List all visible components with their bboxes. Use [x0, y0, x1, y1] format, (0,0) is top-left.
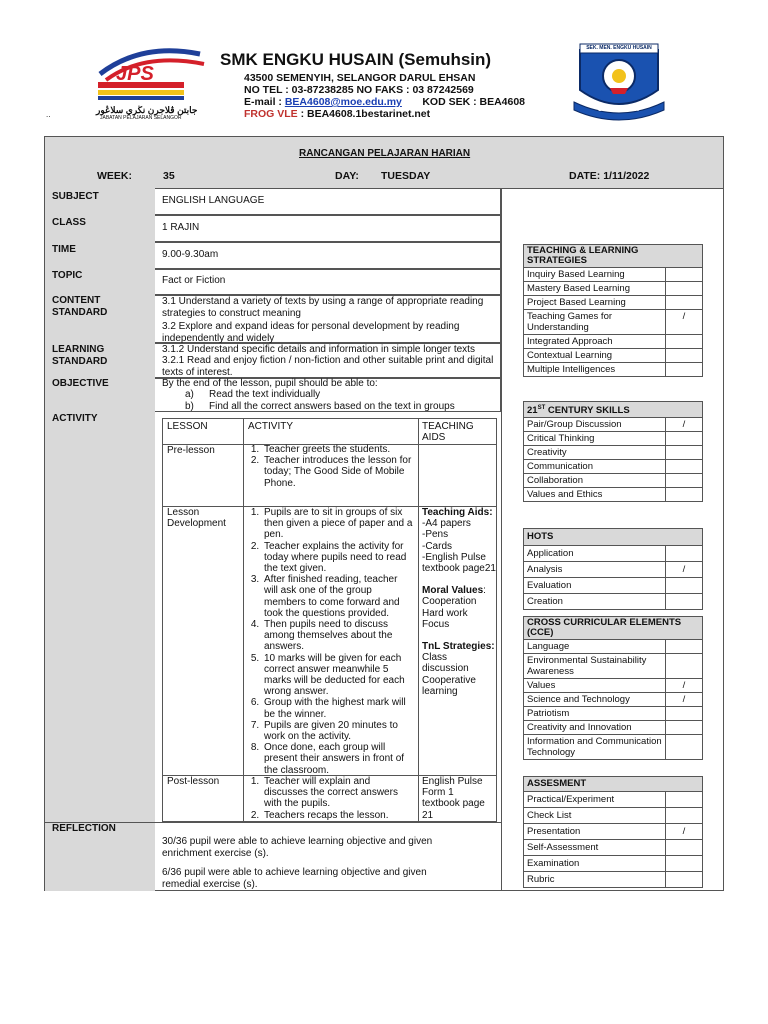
assessment-row-name: Practical/Experiment: [524, 792, 666, 807]
dev-step: 4. Then pupils need to discuss among themselves about the answers.: [262, 619, 413, 653]
learning-label-line-1: LEARNING: [52, 344, 105, 355]
email-label: E-mail :: [244, 96, 285, 108]
skills-row-mark: [666, 460, 702, 473]
learning-standard-1: 3.1.2 Understand specific details and information in simple longer texts: [162, 344, 475, 355]
label-column: [45, 188, 155, 891]
hots-row-mark: [666, 594, 702, 609]
assessment-row: [524, 824, 702, 840]
objective-label: OBJECTIVE: [52, 378, 109, 389]
lesson-development-steps: [247, 507, 413, 776]
skills-row: [524, 446, 702, 460]
tls-table: [523, 244, 703, 377]
skills-title-rest: CENTURY SKILLS: [545, 405, 630, 417]
cce-row: [524, 735, 702, 759]
assessment-row: [524, 840, 702, 856]
frog-line: [244, 108, 430, 120]
aid-item: -A4 papers: [422, 518, 471, 530]
hots-row-mark: [666, 546, 702, 561]
tnl-item: Cooperative learning: [422, 674, 476, 697]
class-cell: [155, 215, 501, 242]
tls-row-name: Mastery Based Learning: [524, 282, 666, 295]
class-value: 1 RAJIN: [162, 222, 200, 233]
cce-row: [524, 707, 702, 721]
cce-row-mark: [666, 640, 702, 653]
assessment-row-mark: /: [682, 826, 686, 837]
cce-row-mark: [666, 735, 702, 759]
assessment-row-mark: [666, 792, 702, 807]
assessment-row-name: Check List: [524, 808, 666, 823]
skills-row-name: Values and Ethics: [524, 488, 666, 501]
col-activity-header: ACTIVITY: [248, 421, 294, 432]
skills-title: [524, 402, 702, 418]
cce-row-mark: [666, 707, 702, 720]
jps-logo: [92, 40, 212, 120]
tls-row-mark: [666, 363, 702, 376]
skills-row: [524, 460, 702, 474]
cce-row-name: Values: [524, 679, 666, 692]
tnl-item: Class discussion: [422, 652, 469, 675]
tls-row: [524, 296, 702, 310]
tls-row-mark: [666, 282, 702, 295]
jps-caption: JABATAN PELAJARAN SELANGOR: [100, 115, 182, 121]
week-value: 35: [163, 170, 175, 182]
cce-row-mark: [666, 721, 702, 734]
pre-step: 2. Teacher introduces the lesson for today; The Good Side of Mobile Phone.: [262, 455, 413, 489]
post-lesson-label: Post-lesson: [167, 776, 220, 787]
cce-row: [524, 693, 702, 707]
crest-bottom-text: SEMENYIH: [598, 106, 640, 113]
activity-col-divider-2: [418, 418, 419, 822]
topic-label: TOPIC: [52, 270, 83, 281]
content-label-line-1: CONTENT: [52, 295, 101, 306]
skills-row-name: Creativity: [524, 446, 666, 459]
post-step: 2. Teachers recaps the lesson.: [262, 810, 413, 821]
aid-item: -English Pulse textbook page21: [422, 551, 496, 575]
cce-row-name: Patriotism: [524, 707, 666, 720]
post-step: 1. Teacher will explain and discusses the correct answers with the pupils.: [262, 776, 413, 810]
cce-title: CROSS CURRICULAR ELEMENTS (CCE): [524, 617, 702, 640]
tls-row-mark: [666, 335, 702, 348]
objective-b: Find all the correct answers based on the text in groups: [209, 401, 455, 412]
skills-row: [524, 418, 702, 432]
skills-row: [524, 488, 702, 501]
skills-title-sup: ST: [537, 405, 546, 411]
day-label: DAY:: [335, 170, 359, 182]
content-standard-label: [52, 295, 107, 319]
post-lesson-steps: [247, 776, 413, 821]
cce-row-name: Creativity and Innovation: [524, 721, 666, 734]
skills-row-mark: [666, 488, 702, 501]
cce-row-name: Environmental Sustainability Awareness: [524, 654, 666, 678]
assessment-row-name: Examination: [524, 856, 666, 871]
day-value: TUESDAY: [381, 170, 431, 182]
assessment-row-mark: [666, 840, 702, 855]
hots-row-name: Analysis: [524, 562, 666, 577]
tls-row: [524, 310, 702, 335]
skills-row: [524, 474, 702, 488]
cce-row: [524, 640, 702, 654]
assessment-row-name: Self-Assessment: [524, 840, 666, 855]
objective-a: Read the text individually: [209, 389, 321, 400]
development-aids: [422, 507, 496, 697]
dev-step: 2. Teacher explains the activity for today where pupils need to read the text given.: [262, 541, 413, 575]
cce-row-mark: /: [682, 694, 686, 705]
assessment-row-name: Presentation: [524, 824, 666, 839]
hots-row-name: Creation: [524, 594, 666, 609]
dev-step: 8. Once done, each group will present their answers in front of the classroom.: [262, 742, 413, 776]
post-lesson-aids: English Pulse Form 1 textbook page 21: [422, 776, 485, 821]
hots-row-name: Evaluation: [524, 578, 666, 593]
page-title: RANCANGAN PELAJARAN HARIAN: [299, 148, 471, 159]
teaching-aids-title: Teaching Aids:: [422, 507, 493, 518]
skills-row-name: Pair/Group Discussion: [524, 418, 666, 431]
assessment-row: [524, 872, 702, 887]
content-label-line-2: STANDARD: [52, 307, 108, 318]
hots-table: [523, 528, 703, 610]
hots-row-mark: /: [682, 564, 686, 575]
learning-label-line-2: STANDARD: [52, 356, 108, 367]
moral-item: Cooperation: [422, 596, 477, 608]
skills-row-mark: [666, 432, 702, 445]
cce-row-name: Science and Technology: [524, 693, 666, 706]
tls-title: TEACHING & LEARNING STRATEGIES: [524, 245, 702, 268]
objective-a-mark: a): [185, 389, 194, 400]
pre-lesson-steps: [247, 444, 413, 489]
frog-label: FROG VLE: [244, 108, 298, 120]
date-value: DATE: 1/11/2022: [569, 170, 650, 182]
skills-row-name: Collaboration: [524, 474, 666, 487]
moral-values-title: [422, 585, 496, 596]
school-phone: NO TEL : 03-87238285 NO FAKS : 03 87242569: [244, 84, 474, 96]
objective-intro: By the end of the lesson, pupil should be able to:: [162, 378, 378, 389]
pre-lesson-label: Pre-lesson: [167, 445, 215, 456]
aid-item: -Cards: [422, 540, 453, 552]
tls-row-mark: /: [682, 311, 686, 322]
jps-logo-text: JPS: [116, 63, 154, 85]
subject-value: ENGLISH LANGUAGE: [162, 195, 265, 206]
skills-title-num: 21: [527, 405, 538, 417]
tls-row-mark: [666, 268, 702, 281]
aid-item: -Pens: [422, 529, 449, 541]
tls-row: [524, 349, 702, 363]
tls-row: [524, 363, 702, 376]
moral-item: Hard work: [422, 607, 468, 619]
cce-table: [523, 616, 703, 760]
tls-row-mark: [666, 349, 702, 362]
tls-row-name: Contextual Learning: [524, 349, 666, 362]
time-label: TIME: [52, 244, 76, 255]
dev-step: 7. Pupils are given 20 minutes to work on the activity.: [262, 720, 413, 742]
time-value: 9.00-9.30am: [162, 249, 219, 260]
dev-step: 3. After finished reading, teacher will ask one of the group members to come forward and took the questions provided.: [262, 574, 413, 619]
reflection-1: 30/36 pupil were able to achieve learning objective and given enrichment exercise (s).: [162, 836, 433, 859]
skills-row-mark: [666, 446, 702, 459]
week-label: WEEK:: [97, 170, 132, 182]
skills-row-name: Critical Thinking: [524, 432, 666, 445]
activity-label: ACTIVITY: [52, 413, 98, 424]
skills-row-name: Communication: [524, 460, 666, 473]
assessment-row-name: Rubric: [524, 872, 666, 887]
tnl-strategies-title: TnL Strategies:: [422, 641, 495, 653]
tls-row: [524, 335, 702, 349]
tls-row-name: Teaching Games for Understanding: [524, 310, 666, 334]
hots-row: [524, 546, 702, 562]
tls-row: [524, 282, 702, 296]
moral-title-text: Moral Values: [422, 585, 484, 597]
dev-step: 5. 10 marks will be given for each correct answer meanwhile 5 marks will be deducted for each wrong answer.: [262, 653, 413, 698]
tls-row-name: Project Based Learning: [524, 296, 666, 309]
assessment-row-mark: [666, 808, 702, 823]
skills-table: [523, 401, 703, 502]
cce-row-mark: [666, 654, 702, 678]
dev-step: 6. Group with the highest mark will be the winner.: [262, 697, 413, 719]
tls-row: [524, 268, 702, 282]
moral-item: Focus: [422, 618, 450, 630]
moral-colon: :: [483, 585, 486, 597]
assessment-title: ASSESMENT: [524, 777, 702, 792]
content-standard-2: 3.2 Explore and expand ideas for personal development by reading independently and widely: [162, 321, 460, 344]
col-aids-header: TEACHING AIDS: [422, 421, 474, 444]
cce-row: [524, 654, 702, 679]
tls-row-name: Integrated Approach: [524, 335, 666, 348]
reflection-label: REFLECTION: [52, 823, 116, 834]
assessment-row-mark: [666, 856, 702, 871]
content-standard-1: 3.1 Understand a variety of texts by using a range of appropriate reading strategies to construct meaning: [162, 296, 484, 319]
assessment-row: [524, 808, 702, 824]
class-label: CLASS: [52, 217, 86, 228]
email-link[interactable]: BEA4608@moe.edu.my: [284, 96, 402, 108]
school-crest: [570, 40, 668, 122]
school-code: KOD SEK : BEA4608: [422, 96, 526, 108]
hots-row-mark: [666, 578, 702, 593]
cce-row-name: Information and Communication Technology: [524, 735, 666, 759]
hots-row: [524, 594, 702, 609]
skills-row-mark: /: [682, 419, 686, 431]
reflection-2: 6/36 pupil were able to achieve learning objective and given remedial exercise (s).: [162, 867, 427, 890]
hots-title: HOTS: [524, 529, 702, 546]
hots-row: [524, 562, 702, 578]
activity-col-divider-1: [243, 418, 244, 822]
col-lesson-header: LESSON: [167, 421, 208, 432]
right-column-divider: [501, 188, 502, 891]
topic-value: Fact or Fiction: [162, 275, 226, 286]
assessment-row: [524, 856, 702, 872]
frog-value: : BEA4608.1bestarinet.net: [297, 108, 431, 120]
learning-standard-label: [52, 344, 107, 368]
school-name: SMK ENGKU HUSAIN (Semuhsin): [220, 50, 492, 69]
lesson-development-label: Lesson Development: [167, 507, 226, 530]
cce-row: [524, 721, 702, 735]
hots-row: [524, 578, 702, 594]
cce-row-name: Language: [524, 640, 666, 653]
stray-mark: ..: [46, 110, 51, 119]
tls-row-mark: [666, 296, 702, 309]
assessment-table: [523, 776, 703, 888]
learning-standard-2: 3.2.1 Read and enjoy fiction / non-fiction and other suitable print and digital texts of interest.: [162, 355, 494, 378]
dev-step: 1. Pupils are to sit in groups of six then given a piece of paper and a pen.: [262, 507, 413, 541]
skills-row: [524, 432, 702, 446]
cce-row-mark: /: [682, 680, 686, 691]
crest-top-text: SEK. MEN. ENGKU HUSAIN: [586, 45, 652, 51]
assessment-row: [524, 792, 702, 808]
objective-b-mark: b): [185, 401, 194, 412]
tls-row-name: Inquiry Based Learning: [524, 268, 666, 281]
tls-row-name: Multiple Intelligences: [524, 363, 666, 376]
jps-caption-arabic: جابتن ڤلاجرن نڬري سلاڠور: [96, 105, 198, 115]
skills-row-mark: [666, 474, 702, 487]
pre-step: 1. Teacher greets the students.: [262, 444, 413, 455]
school-address: 43500 SEMENYIH, SELANGOR DARUL EHSAN: [244, 72, 476, 84]
school-email-line: [244, 96, 525, 108]
jps-emblem-icon: [92, 40, 212, 102]
cce-row: [524, 679, 702, 693]
assessment-row-mark: [666, 872, 702, 887]
subject-label: SUBJECT: [52, 191, 99, 202]
hots-row-name: Application: [524, 546, 666, 561]
